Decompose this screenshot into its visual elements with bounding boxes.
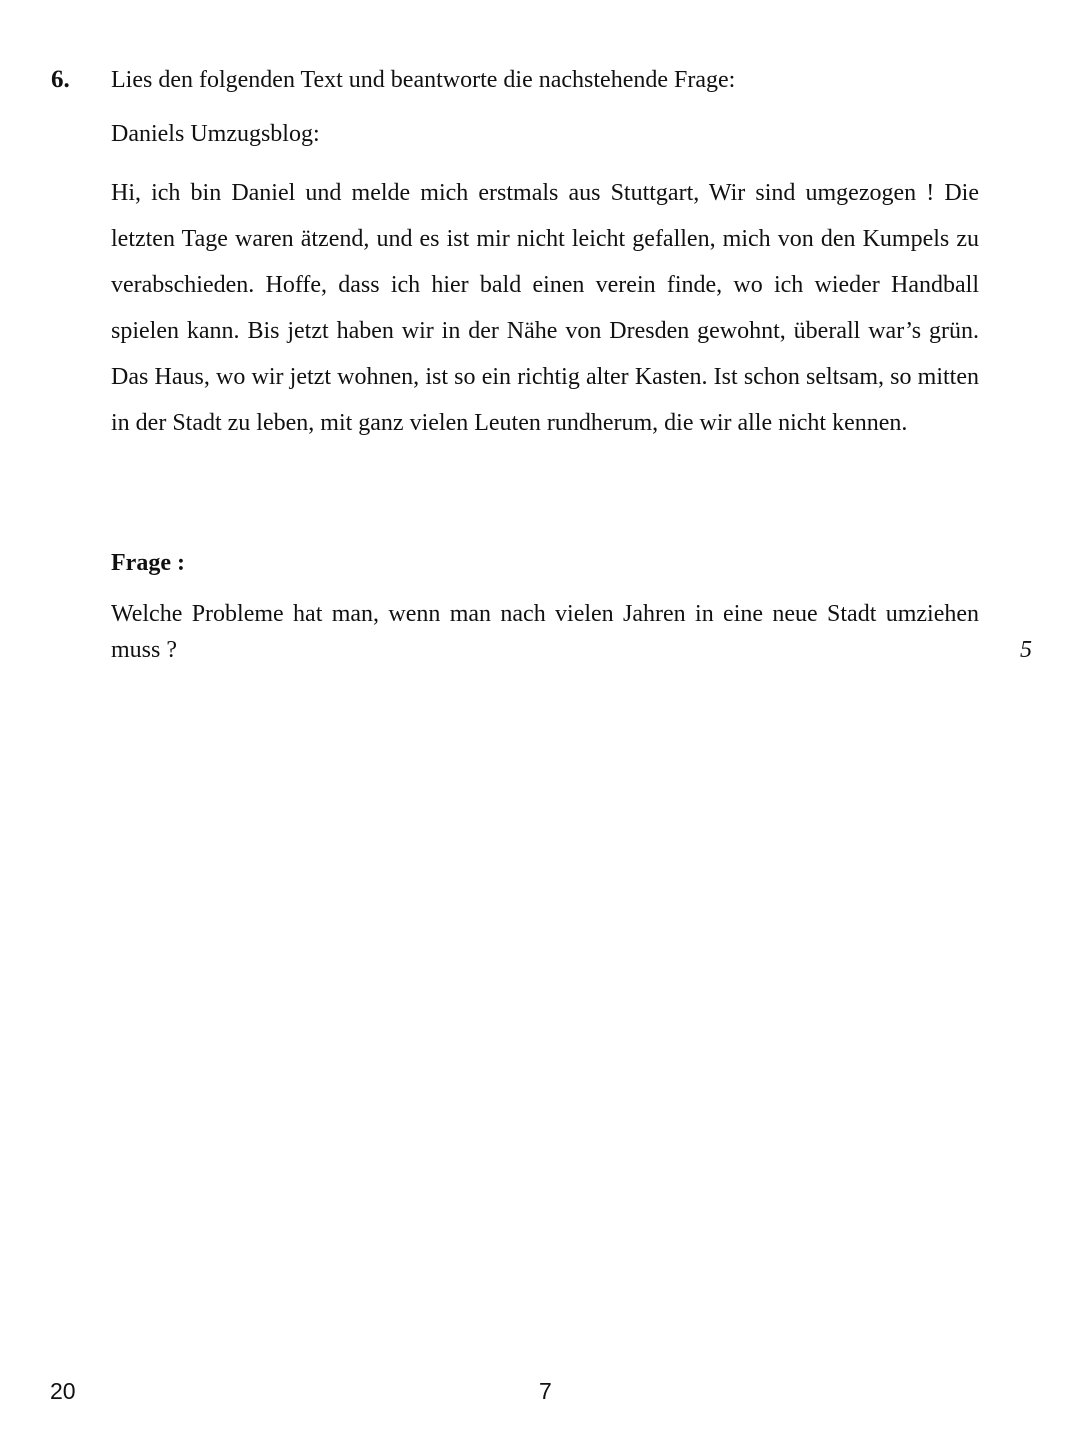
question-instruction: Lies den folgenden Text und beantworte die nachstehende Frage: <box>111 67 736 93</box>
question-number: 6. <box>51 66 70 93</box>
blog-title: Daniels Umzugsblog: <box>111 121 320 147</box>
paper-code: 20 <box>50 1378 76 1404</box>
page-number: 7 <box>539 1378 552 1404</box>
blog-passage: Hi, ich bin Daniel und melde mich erstmals aus Stuttgart, Wir sind umgezogen ! Die letzten Tage waren ätzend, und es ist mir nicht leicht gefallen, mich von den Kumpels zu verabschieden. Hoffe, dass ich hier bald einen verein finde, wo ich wieder Handball spielen kann. Bis jetzt haben wir in der Nähe von Dresden gewohnt, überall war’s grün. Das Haus, wo wir jetzt wohnen, ist so ein richtig alter Kasten. Ist schon seltsam, so mitten in der Stadt zu leben, mit ganz vielen Leuten rundherum, die wir alle nicht kennen. <box>111 180 979 436</box>
marks: 5 <box>1020 637 1032 663</box>
frage-label: Frage : <box>111 550 185 576</box>
frage-text: Welche Probleme hat man, wenn man nach vielen Jahren in eine neue Stadt umziehen muss ? <box>111 601 979 663</box>
